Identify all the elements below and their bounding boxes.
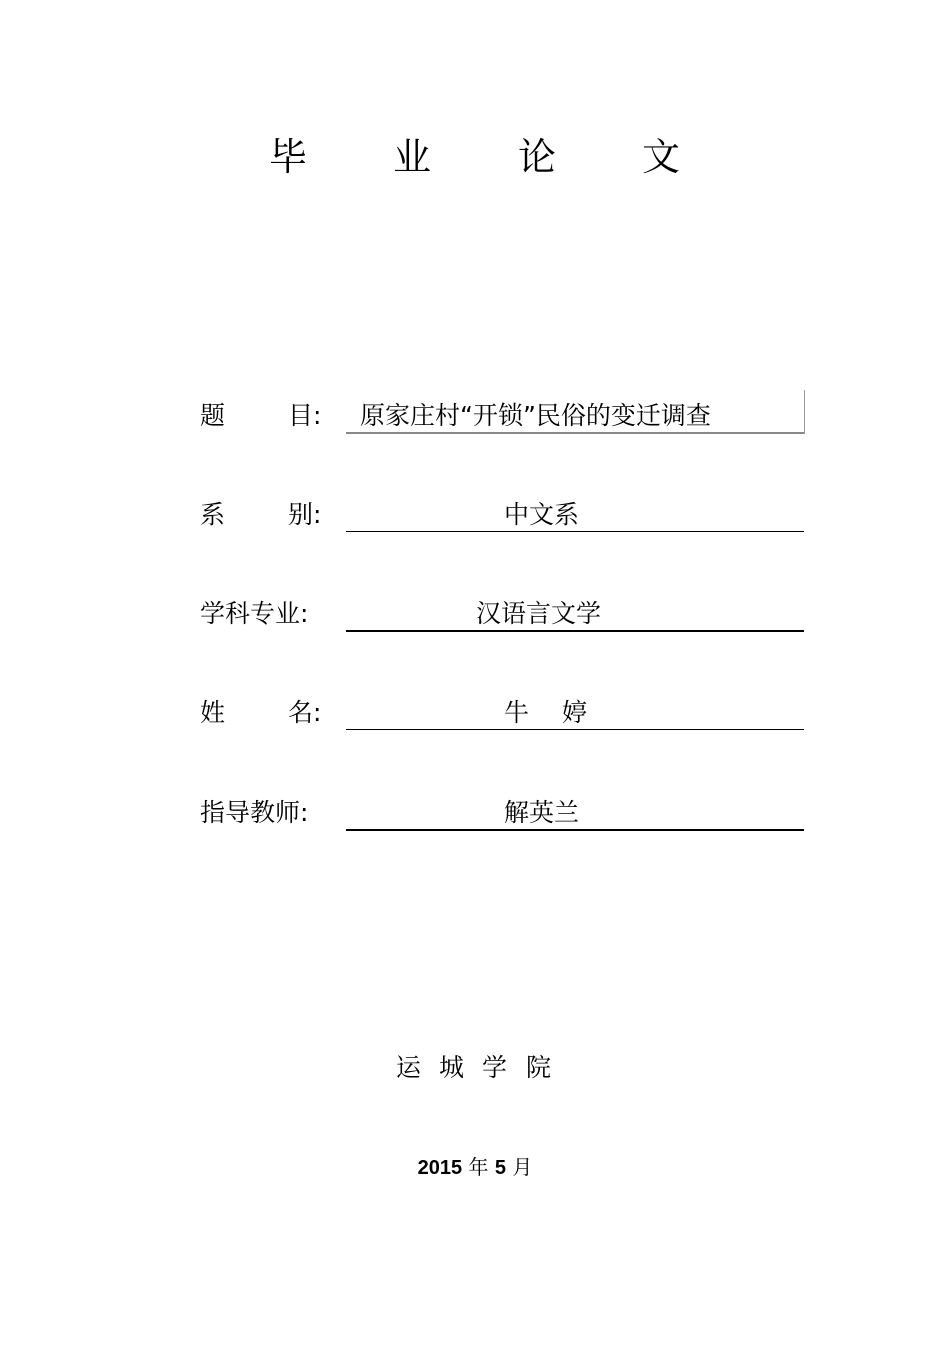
- topic-label-char: 题: [200, 401, 226, 430]
- date-month: 5: [494, 1157, 506, 1179]
- field-advisor: [200, 795, 820, 835]
- name-label-char: 姓: [200, 698, 226, 727]
- title-char: 论: [517, 135, 556, 179]
- name-value-char: 牛: [504, 698, 530, 727]
- field-department: [200, 497, 820, 537]
- major-value: 汉语言文学: [476, 599, 602, 628]
- date-year-unit: 年: [468, 1155, 489, 1179]
- date-month-unit: 月: [512, 1155, 533, 1179]
- name-value-field[interactable]: [346, 695, 804, 730]
- field-major: [200, 596, 820, 636]
- thesis-title: [0, 132, 950, 182]
- major-label: 学科专业:: [200, 599, 309, 628]
- title-char: 毕: [268, 135, 307, 179]
- title-char: 业: [392, 135, 431, 179]
- submission-date: [0, 1154, 950, 1181]
- advisor-label: 指导教师:: [200, 798, 309, 827]
- school-char: 城: [439, 1053, 465, 1082]
- school-char: 院: [526, 1053, 552, 1082]
- field-name: [200, 695, 820, 735]
- advisor-value-field[interactable]: [346, 795, 804, 831]
- topic-label-char: 目:: [288, 401, 322, 430]
- dept-label-char: 系: [200, 500, 226, 529]
- dept-value: 中文系: [504, 500, 580, 529]
- school-char: 学: [482, 1053, 508, 1082]
- dept-label-char: 别:: [288, 500, 322, 529]
- topic-value-field[interactable]: [346, 398, 804, 434]
- name-value-char: 婷: [562, 698, 588, 727]
- field-topic: [200, 398, 820, 438]
- advisor-value: 解英兰: [504, 798, 580, 827]
- dept-value-field[interactable]: [346, 497, 804, 532]
- title-char: 文: [641, 135, 680, 179]
- school-char: 运: [396, 1053, 422, 1082]
- topic-value: 原家庄村“开锁”民俗的变迁调查: [360, 401, 711, 430]
- name-label-char: 名:: [288, 698, 322, 727]
- school-name: [0, 1050, 950, 1086]
- date-year: 2015: [417, 1157, 463, 1179]
- major-value-field[interactable]: [346, 596, 804, 632]
- text-cursor: [804, 390, 805, 434]
